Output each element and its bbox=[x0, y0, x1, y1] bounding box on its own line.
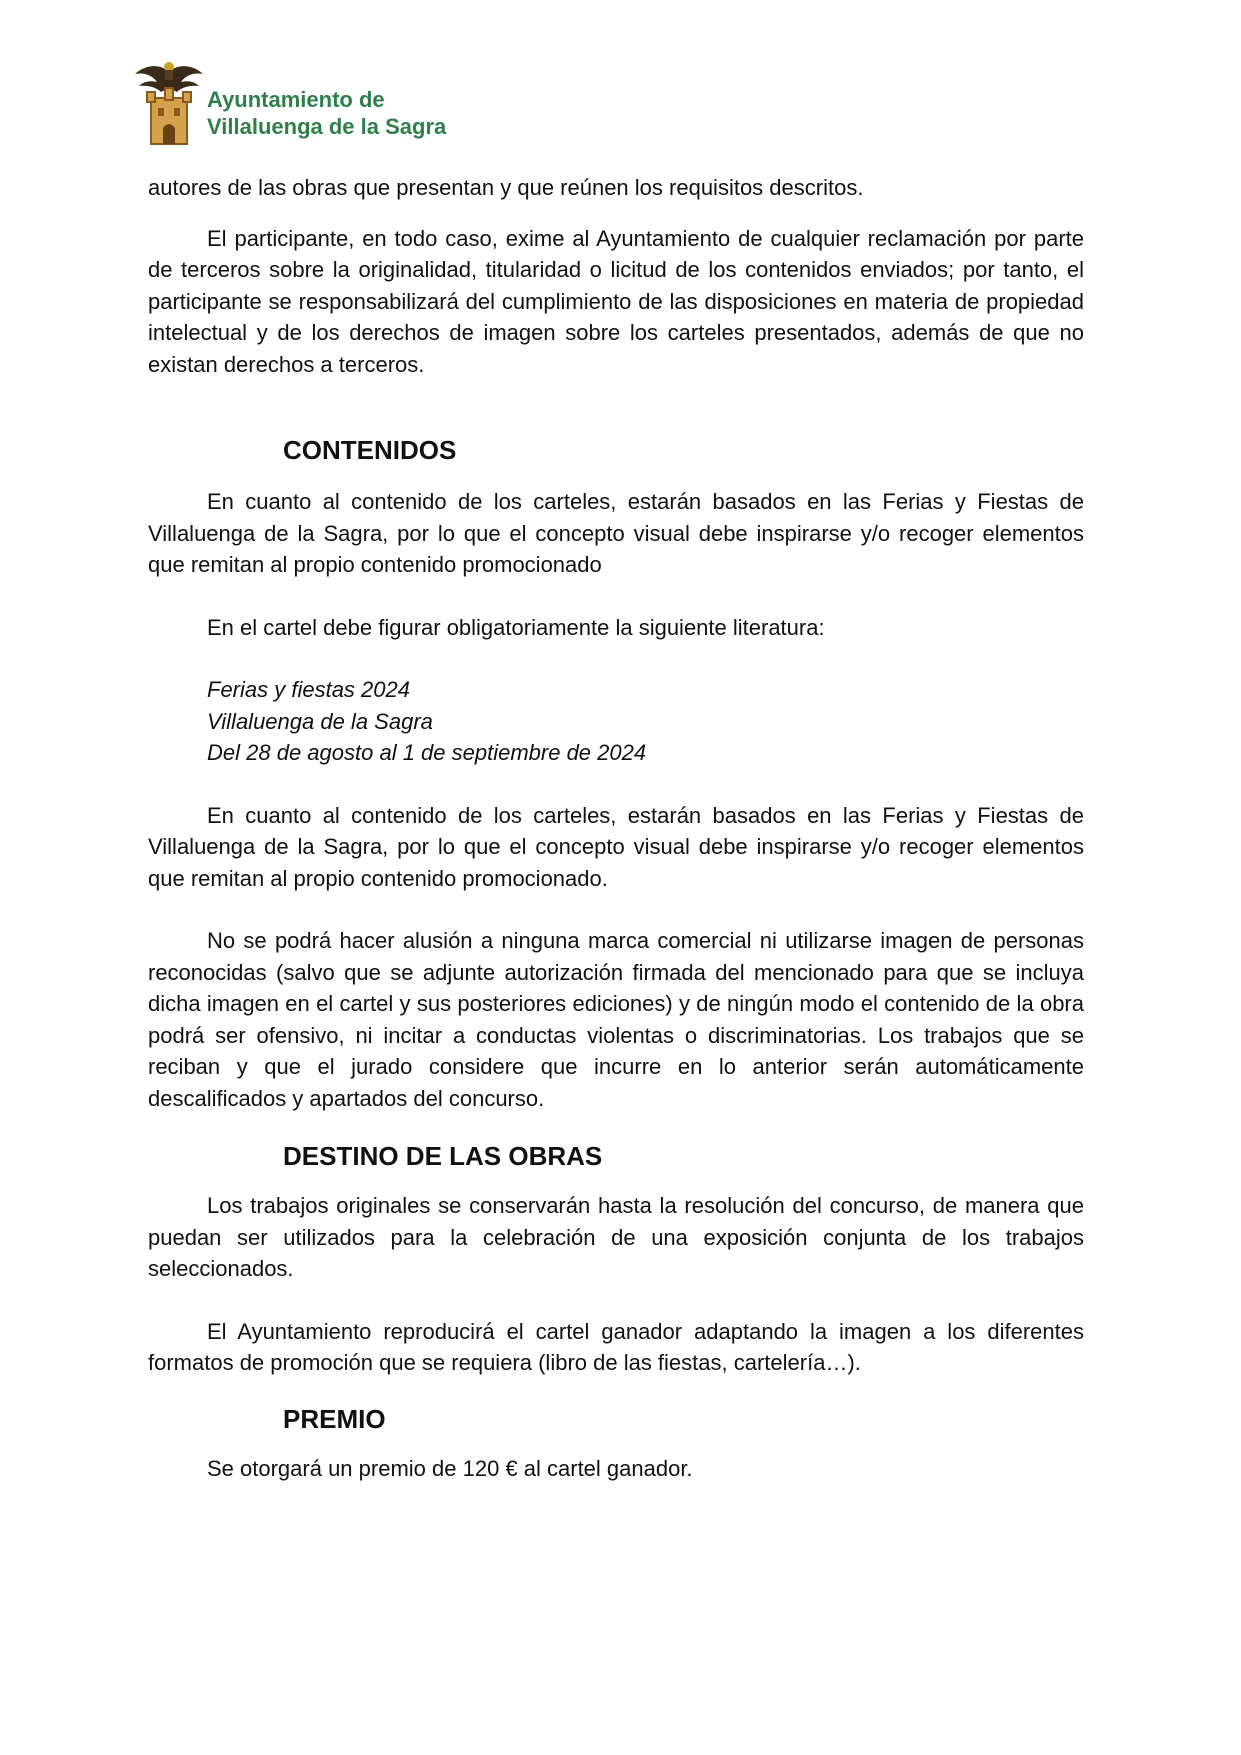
heading-destino: DESTINO DE LAS OBRAS bbox=[283, 1141, 603, 1171]
paragraph-marca: No se podrá hacer alusión a ninguna marca comercial ni utilizarse imagen de personas reconocidas (salvo que se adjunte autorización firmada del mencionado para que se incluya dicha imagen en el cartel y sus posteriores ediciones) y de ningún modo el contenido de la obra podrá ser ofensivo, ni incitar a conductas violentas o discriminatorias. Los trabajos que se reciban y que el jurado considere que incurre en lo anterior serán automáticamente descalificados y apartados del concurso. bbox=[148, 928, 1084, 1111]
paragraph-contenido-1: En cuanto al contenido de los carteles, estarán basados en las Ferias y Fiestas de Villaluenga de la Sagra, por lo que el concepto visual debe inspirarse y/o recoger elementos que remitan al propio contenido promocionado bbox=[148, 489, 1084, 577]
paragraph-premio: Se otorgará un premio de 120 € al cartel ganador. bbox=[207, 1455, 693, 1481]
document-body bbox=[148, 172, 1084, 1484]
paragraph-intro: autores de las obras que presentan y que reúnen los requisitos descritos. bbox=[148, 175, 864, 200]
required-text-line1: Ferias y fiestas 2024 bbox=[207, 677, 410, 702]
paragraph-destino-1: Los trabajos originales se conservarán hasta la resolución del concurso, de manera que puedan ser utilizados para la celebración de una exposición conjunta de los trabajos seleccionados. bbox=[148, 1193, 1084, 1281]
heading-premio: PREMIO bbox=[283, 1403, 386, 1434]
org-name-line1: Ayuntamiento de bbox=[207, 87, 385, 112]
paragraph-literatura: En el cartel debe figurar obligatoriamente la siguiente literatura: bbox=[207, 614, 825, 640]
paragraph-contenido-2: En cuanto al contenido de los carteles, estarán basados en las Ferias y Fiestas de Villaluenga de la Sagra, por lo que el concepto visual debe inspirarse y/o recoger elementos que remitan al propio contenido promocionado. bbox=[148, 802, 1084, 891]
paragraph-destino-2: El Ayuntamiento reproducirá el cartel ganador adaptando la imagen a los diferentes formatos de promoción que se requiera (libro de las fiestas, cartelería…). bbox=[148, 1318, 1084, 1375]
organization-name bbox=[207, 86, 446, 140]
required-text-block bbox=[148, 674, 1084, 769]
heading-contenidos: CONTENIDOS bbox=[283, 435, 457, 465]
org-name-line2: Villaluenga de la Sagra bbox=[207, 114, 447, 139]
required-text-line3: Del 28 de agosto al 1 de septiembre de 2024 bbox=[207, 740, 647, 765]
required-text-line2: Villaluenga de la Sagra bbox=[207, 708, 433, 734]
coat-of-arms-icon bbox=[135, 58, 203, 148]
paragraph-exime: El participante, en todo caso, exime al Ayuntamiento de cualquier reclamación por parte de terceros sobre la originalidad, titularidad o licitud de los contenidos enviados; por tanto, el participante se responsabilizará del cumplimiento de las disposiciones en materia de propiedad intelectual y de los derechos de imagen sobre los carteles presentados, además de que no existan derechos a terceros. bbox=[148, 225, 1084, 377]
page-header bbox=[135, 58, 475, 148]
